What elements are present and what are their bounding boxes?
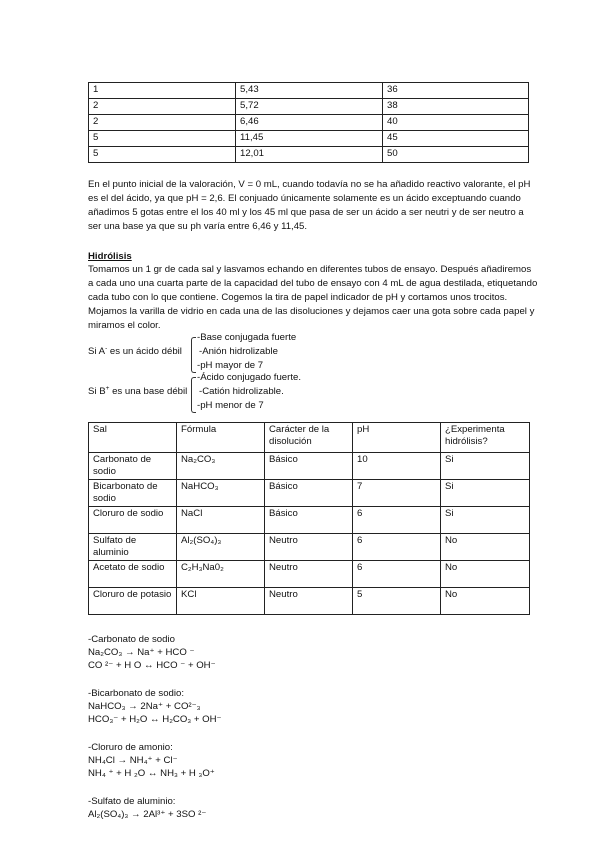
salts-table — [88, 422, 530, 615]
table-row — [89, 534, 530, 561]
table-cell: 6 — [353, 534, 441, 561]
reaction-equation: NH₄Cl → NH₄⁺ + Cl⁻ — [88, 755, 178, 766]
table-row — [89, 83, 529, 99]
table-cell: Básico — [265, 507, 353, 534]
table-cell: Neutro — [265, 588, 353, 615]
table-row — [89, 115, 529, 131]
base-item: -Catión hidrolizable. — [199, 386, 284, 397]
valoracion-paragraph: En el punto inicial de la valoración, V = 0 mL, cuando todavía no se ha añadido reactivo valorante, el pH es el del ácido, ya que pH = 2,6. El conjuado únicamente solamente es un ácido exceptuando cuando añadimos 5 gotas entre el los 40 ml y los 45 ml que pasa de ser un ácido a ser neutri y de ser neutro a ser una base ya que su ph varía entre 6,46 y 11,45. — [88, 179, 531, 232]
table-cell: Neutro — [265, 561, 353, 588]
table-cell: 11,45 — [236, 131, 383, 147]
reaction-equation: Na₂CO₃ → Na⁺ + HCO ⁻ — [88, 647, 195, 658]
table-row — [89, 480, 530, 507]
table-cell: 5 — [89, 131, 236, 147]
table-cell: 38 — [383, 99, 529, 115]
table-header-row — [89, 423, 530, 453]
table-cell: 2 — [89, 115, 236, 131]
table-row — [89, 561, 530, 588]
table-cell: C₂H₃Na0₂ — [177, 561, 265, 588]
table-cell: No — [441, 588, 530, 615]
table-cell: NaHCO₃ — [177, 480, 265, 507]
table-cell: Acetato de sodio — [89, 561, 177, 588]
table-cell: Sulfato de aluminio — [89, 534, 177, 561]
base-label: Si B+ es una base débil — [88, 384, 188, 397]
acid-item: -Anión hidrolizable — [199, 346, 278, 357]
acid-item: -pH mayor de 7 — [197, 360, 264, 371]
table-row — [89, 147, 529, 163]
table-cell: 5,43 — [236, 83, 383, 99]
reaction-title: -Sulfato de aluminio: — [88, 796, 176, 807]
table-cell: Si — [441, 480, 530, 507]
table-cell: Cloruro de potasio — [89, 588, 177, 615]
table-cell: No — [441, 561, 530, 588]
reaction-equation: CO ²⁻ + H O ↔ HCO ⁻ + OH⁻ — [88, 660, 216, 671]
table-cell: Básico — [265, 480, 353, 507]
table-cell: 5 — [89, 147, 236, 163]
reaction-equation: NH₄ ⁺ + H ₂O ↔ NH₃ + H ₃O⁺ — [88, 768, 215, 779]
table-cell: 7 — [353, 480, 441, 507]
column-header: Fórmula — [177, 423, 265, 453]
table-cell: Básico — [265, 453, 353, 480]
column-header: Sal — [89, 423, 177, 453]
table-cell: No — [441, 534, 530, 561]
base-item: -pH menor de 7 — [197, 400, 264, 411]
table-cell: 6 — [353, 507, 441, 534]
column-header: pH — [353, 423, 441, 453]
table-row — [89, 453, 530, 480]
acid-brace — [191, 337, 196, 373]
acid-label: Si A- es un ácido débil — [88, 344, 182, 357]
table-cell: 36 — [383, 83, 529, 99]
table-cell: 50 — [383, 147, 529, 163]
table-cell: 40 — [383, 115, 529, 131]
base-item: -Ácido conjugado fuerte. — [197, 372, 301, 383]
table-cell: 6,46 — [236, 115, 383, 131]
table-cell: 45 — [383, 131, 529, 147]
table-cell: Carbonato de sodio — [89, 453, 177, 480]
base-brace — [191, 377, 196, 413]
table-cell: KCl — [177, 588, 265, 615]
table-cell: Neutro — [265, 534, 353, 561]
ph-data-table — [88, 82, 529, 163]
table-cell: 10 — [353, 453, 441, 480]
table-cell: 12,01 — [236, 147, 383, 163]
table-cell: Cloruro de sodio — [89, 507, 177, 534]
reaction-title: -Cloruro de amonio: — [88, 742, 173, 753]
reaction-equation: NaHCO₃ → 2Na⁺ + CO²⁻₃ — [88, 701, 201, 712]
table-cell: 5 — [353, 588, 441, 615]
table-cell: NaCl — [177, 507, 265, 534]
table-cell: Si — [441, 507, 530, 534]
reaction-equation: Al₂(SO₄)₃ → 2Al³⁺ + 3SO ²⁻ — [88, 809, 207, 820]
table-cell: 2 — [89, 99, 236, 115]
reaction-title: -Carbonato de sodio — [88, 634, 175, 645]
table-cell: 6 — [353, 561, 441, 588]
hidrolisis-heading: Hidrólisis — [88, 251, 132, 262]
table-cell: Al₂(SO₄)₃ — [177, 534, 265, 561]
table-cell: 5,72 — [236, 99, 383, 115]
table-row — [89, 131, 529, 147]
table-row — [89, 507, 530, 534]
table-cell: Na₂CO₃ — [177, 453, 265, 480]
table-row — [89, 588, 530, 615]
reaction-equation: HCO₃⁻ + H₂O ↔ H₂CO₃ + OH⁻ — [88, 714, 222, 725]
table-row — [89, 99, 529, 115]
acid-item: -Base conjugada fuerte — [197, 332, 297, 343]
column-header: Carácter de la disolución — [265, 423, 353, 453]
hidrolisis-text: Tomamos un 1 gr de cada sal y lasvamos echando en diferentes tubos de ensayo. Después añadiremos a cada uno una cuarta parte de la capacidad del tubo de ensayo con 4 mL de agua destilada, etiquetando cada tubo con lo que contiene. Cogemos la tira de papel indicador de pH y cortamos unos trocitos. Mojamos la varilla de vidrio en cada una de las disoluciones y dejamos caer una gota sobre cada papel y miramos el color. — [88, 264, 538, 331]
table-cell: 1 — [89, 83, 236, 99]
table-cell: Si — [441, 453, 530, 480]
reaction-title: -Bicarbonato de sodio: — [88, 688, 184, 699]
table-cell: Bicarbonato de sodio — [89, 480, 177, 507]
column-header: ¿Experimenta hidrólisis? — [441, 423, 530, 453]
